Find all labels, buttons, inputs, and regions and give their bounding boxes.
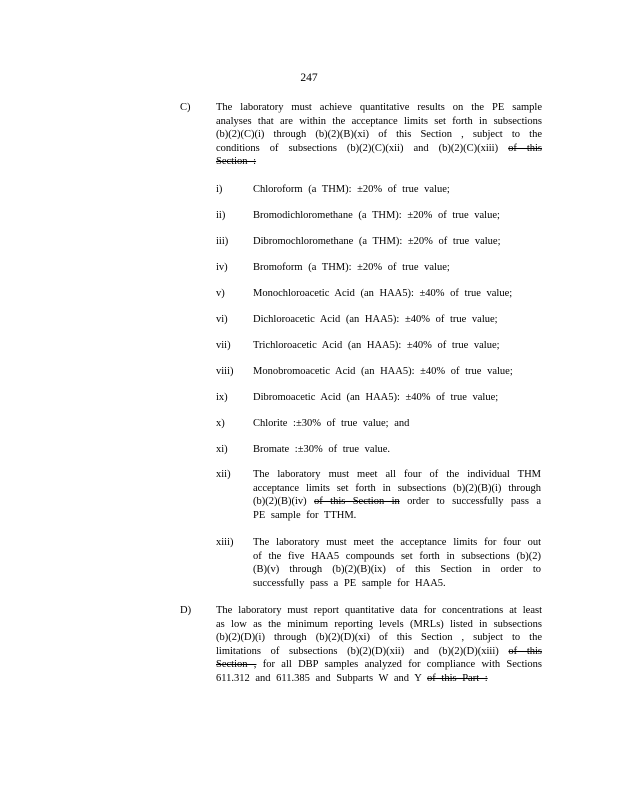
list-item-label: ix) [216, 392, 228, 403]
list-item-text: Dichloroacetic Acid (an HAA5): ±40% of true value; [253, 314, 498, 325]
list-item-text: Bromate :±30% of true value. [253, 444, 391, 455]
list-item-text: The laboratory must meet the acceptance limits for four out of the five HAA5 compounds set forth in subsections (b)(2)(B)(v) through (b)(2)(B)(ix) of this Section in order to successfully pass a PE sample for HAA5. [253, 537, 541, 589]
list-item-text: Trichloroacetic Acid (an HAA5): ±40% of true value; [253, 340, 500, 351]
list-item-text: Dibromoacetic Acid (an HAA5): ±40% of true value; [253, 392, 499, 403]
list-item-label: vii) [216, 340, 231, 351]
section-c-text: The laboratory must achieve quantitative results on the PE sample analyses that are within the acceptance limits set forth in subsections (b)(2)(C)(i) through (b)(2)(B)(xi) of this Section , subject to the conditions of subsections (b)(2)(C)(xii) and (b)(2)(C)(xiii) of this Section : [216, 102, 543, 168]
list-item-text: Monochloroacetic Acid (an HAA5): ±40% of true value; [253, 288, 513, 299]
list-item-label: i) [216, 184, 223, 195]
list-item-label: iv) [216, 262, 228, 273]
section-d-label: D) [180, 605, 192, 616]
page-number: 247 [300, 72, 318, 84]
struck-text: of this Section : [216, 142, 543, 168]
list-item-label: xiii) [216, 537, 234, 548]
struck-text: of this Part : [427, 672, 488, 684]
list-item-text: Monobromoacetic Acid (an HAA5): ±40% of true value; [253, 366, 513, 377]
list-item-text: Chloroform (a THM): ±20% of true value; [253, 184, 450, 195]
list-item-label: xii) [216, 469, 231, 480]
struck-text: of this Section in [314, 496, 400, 508]
list-item-label: x) [216, 418, 225, 429]
list-item-label: iii) [216, 236, 229, 247]
list-item-text: The laboratory must meet all four of the individual THM acceptance limits set forth in subsections (b)(2)(B)(i) through (b)(2)(B)(iv) of this Section in order to successfully pass a PE sample for TTHM. [253, 469, 541, 521]
list-item-text: Chlorite :±30% of true value; and [253, 418, 410, 429]
list-item-label: xi) [216, 444, 228, 455]
list-item-text: Bromodichloromethane (a THM): ±20% of true value; [253, 210, 500, 221]
list-item-label: v) [216, 288, 225, 299]
list-item-text: Dibromochloromethane (a THM): ±20% of true value; [253, 236, 501, 247]
list-item-label: vi) [216, 314, 228, 325]
list-item-label: ii) [216, 210, 226, 221]
section-c-label: C) [180, 102, 191, 113]
list-item-label: viii) [216, 366, 234, 377]
struck-text: of this Section , [216, 645, 543, 671]
section-d-text: The laboratory must report quantitative data for concentrations at least as low as the minimum reporting levels (MRLs) listed in subsections (b)(2)(D)(i) through (b)(2)(D)(xi) of this Section , subject to the limitations of subsections (b)(2)(D)(xii) and (b)(2)(D)(xiii) of this Section , for all DBP samples analyzed for compliance with Sections 611.312 and 611.385 and Subparts W and Y of this Part : [216, 605, 543, 684]
list-item-text: Bromoform (a THM): ±20% of true value; [253, 262, 450, 273]
